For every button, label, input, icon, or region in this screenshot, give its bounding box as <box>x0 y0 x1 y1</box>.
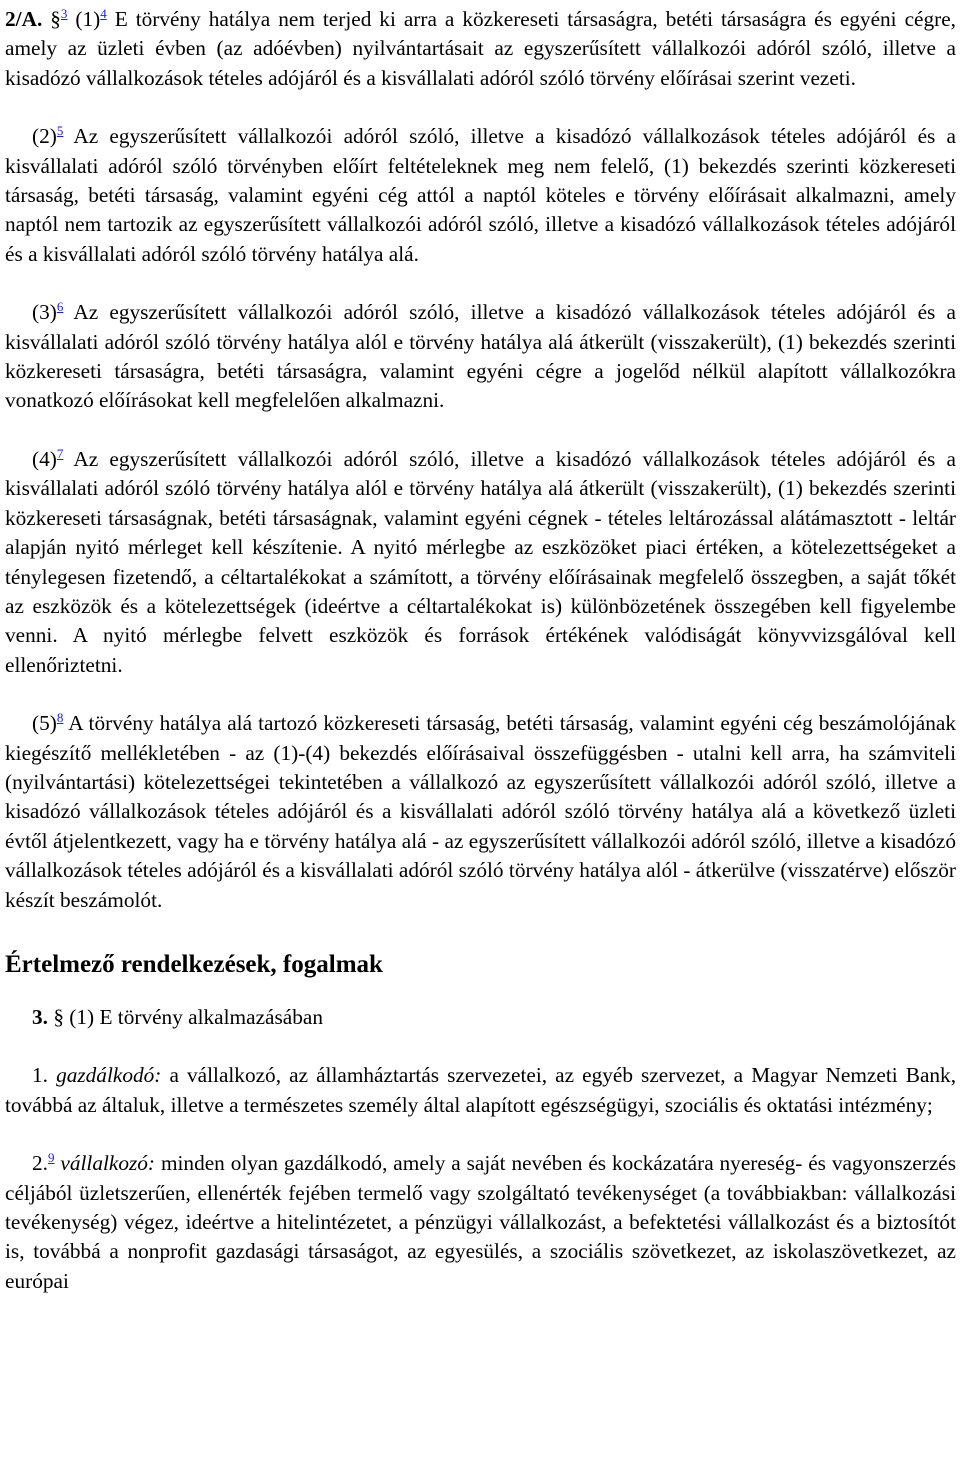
section-number: 3. <box>32 1004 48 1029</box>
paragraph-text: E törvény hatálya nem terjed ki arra a közkereseti társaságra, betéti társaságra és egyéni cégre, amely az üzleti évben (az adóévben) nyilvántartásait az egyszerűsített vállalkozói adóról szóló, illetve a kisadózó vállalkozások tételes adójáról és a kisvállalati adóról szóló törvény előírásai szerint vezeti. <box>5 7 957 90</box>
paragraph-4 <box>5 445 956 680</box>
section-sign: § <box>50 7 61 31</box>
paragraph-text: Az egyszerűsített vállalkozói adóról szóló, illetve a kisadózó vállalkozások tételes adójáról és a kisvállalati adóról szóló törvény hatálya alól e törvény hatálya alá átkerült (visszakerült), (1) bekezdés szerinti közkereseti társaságnak, betéti társaságnak, valamint egyéni cégnek - tételes leltározással alátámasztott - leltár alapján nyitó mérleget kell készítenie. A nyitó mérlegbe az eszközöket piaci értéken, a kötelezettségeket a ténylegesen fizetendő, a céltartalékokat a számított, a törvény előírásainak megfelelő összegben, a saját tőkét az eszközök és a kötelezettségek (ideértve a céltartalékokat is) különbözetének összegében kell figyelembe venni. A nyitó mérlegbe felvett eszközök és források értékének valódiságát könyvvizsgálóval kell ellenőriztetni. <box>5 446 956 677</box>
paragraph-3 <box>5 298 956 416</box>
footnote-link-8[interactable]: 8 <box>56 710 64 726</box>
definition-text: a vállalkozó, az államháztartás szervezetei, az egyéb szervezet, a Magyar Nemzeti Bank, továbbá az általuk, illetve a természetes személy által alapított egészségügyi, szociális és oktatási intézmény; <box>5 1063 957 1117</box>
footnote-link-9[interactable]: 9 <box>47 1150 55 1166</box>
document-page <box>0 5 960 1296</box>
paragraph-number: (1) <box>75 7 101 31</box>
defined-term: vállalkozó: <box>60 1151 156 1176</box>
footnote-link-6[interactable]: 6 <box>56 299 64 315</box>
paragraph-5 <box>5 709 956 915</box>
paragraph-text: Az egyszerűsített vállalkozói adóról szóló, illetve a kisadózó vállalkozások tételes adójáról és a kisvállalati adóról szóló törvényben előírt feltételeknek meg nem felelő, (1) bekezdés szerinti közkereseti társaság, betéti társaság, valamint egyéni cég attól a naptól köteles e törvény előírásait alkalmazni, amely naptól nem tartozik az egyszerűsített vállalkozói adóról szóló, illetve a kisadózó vállalkozások tételes adójáról és a kisvállalati adóról szóló törvény hatálya alá. <box>5 124 956 266</box>
paragraph-text: A törvény hatálya alá tartozó közkereseti társaság, betéti társaság, valamint egyéni cég beszámolójának kiegészítő mellékletében - az (1)-(4) bekezdés előírásaival összefüggésben - utalni kell arra, ha számviteli (nyilvántartási) kötelezettségei tekintetében a vállalkozó az egyszerűsített vállalkozói adóról szóló, illetve a kisadózó vállalkozások tételes adójáról és a kisvállalati adóról szóló törvény hatálya alá a következő üzleti évtől átjelentkezett, vagy ha e törvény hatálya alá - az egyszerűsített vállalkozói adóról szóló, illetve a kisadózó vállalkozások tételes adójáról és a kisvállalati adóról szóló törvény hatálya alól - átkerülve (visszatérve) először készít beszámolót. <box>5 711 956 912</box>
footnote-link-4[interactable]: 4 <box>100 5 107 21</box>
section-heading: Értelmező rendelkezések, fogalmak <box>5 950 383 978</box>
section-sign: § <box>53 1004 64 1029</box>
paragraph-number: (5) <box>32 711 57 736</box>
item-number: 2. <box>32 1151 48 1176</box>
paragraph-2 <box>5 122 956 269</box>
paragraph-number: (2) <box>32 124 57 149</box>
footnote-link-5[interactable]: 5 <box>56 123 64 139</box>
item-number: 1. <box>32 1063 48 1088</box>
paragraph-text: Az egyszerűsített vállalkozói adóról szóló, illetve a kisadózó vállalkozások tételes adójáról és a kisvállalati adóról szóló törvény hatálya alól e törvény hatálya alá átkerült (visszakerült), (1) bekezdés szerinti közkereseti társaságra, betéti társaságra, valamint egyéni cégre a jogelőd nélkül alapított vállalkozókra vonatkozó előírásokat kell megfelelően alkalmazni. <box>5 300 956 413</box>
footnote-link-3[interactable]: 3 <box>60 5 68 21</box>
section-label: 2/A. <box>5 7 43 31</box>
definition-item-2 <box>5 1149 956 1296</box>
defined-term: gazdálkodó: <box>56 1063 162 1088</box>
paragraph-2a-1 <box>5 5 956 93</box>
section-text: (1) E törvény alkalmazásában <box>69 1004 323 1029</box>
section-3-intro <box>5 1003 956 1032</box>
paragraph-number: (3) <box>32 300 57 325</box>
paragraph-number: (4) <box>32 446 57 471</box>
definition-text: minden olyan gazdálkodó, amely a saját nevében és kockázatára nyereség- és vagyonszerzés céljából üzletszerűen, ellenérték fejében termelő vagy szolgáltató tevékenységet (a továbbiakban: vállalkozási tevékenység) végez, ideértve a hitelintézetet, a pénzügyi vállalkozást, a befektetési vállalkozást és a biztosítót is, továbbá a nonprofit gazdasági társaságot, az egyesülés, a szociális szövetkezet, az iskolaszövetkezet, az európai <box>5 1151 957 1293</box>
footnote-link-7[interactable]: 7 <box>56 445 64 461</box>
definition-item-1 <box>5 1061 956 1120</box>
